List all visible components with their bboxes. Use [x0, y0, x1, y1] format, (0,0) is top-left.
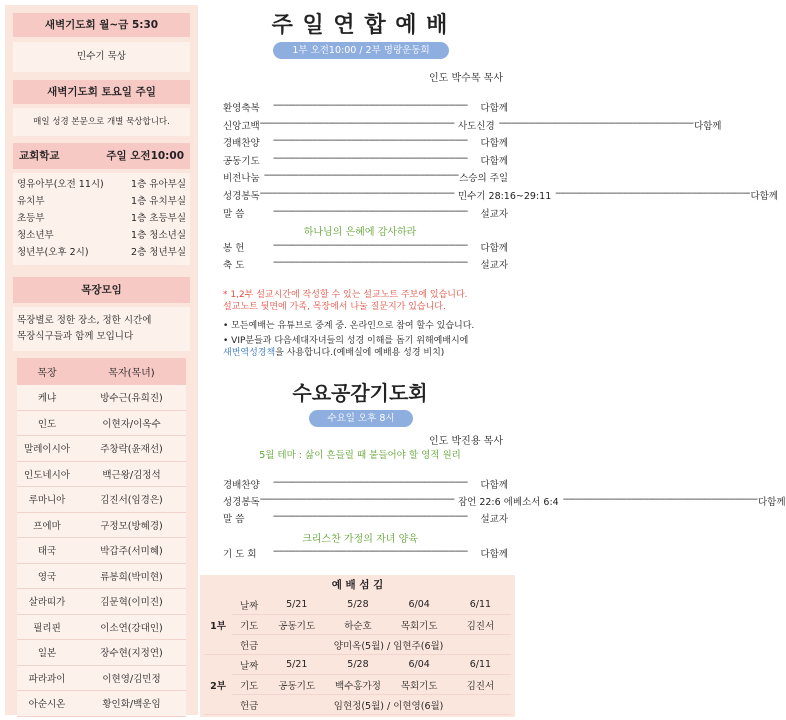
program-label: 봉 헌 — [223, 243, 245, 254]
dawn-prayer-header: 새벽기도회 월~금 5:30 — [13, 13, 190, 37]
table-row — [17, 589, 186, 615]
program-row — [223, 188, 779, 203]
group-leader: 박갑주(서미혜) — [100, 546, 163, 558]
left-column — [5, 5, 198, 715]
program-label: 기 도 회 — [223, 549, 257, 560]
table-header — [17, 358, 186, 385]
program-dots: -------------------------------------------------------------------------------- — [562, 494, 757, 505]
program-performer: 다함께 — [480, 103, 508, 114]
schedule-cell: 공동기도 — [266, 675, 327, 695]
school-place: 1층 청소년실 — [131, 230, 186, 241]
program-detail: 사도신경 — [457, 120, 495, 132]
program-label: 말 씀 — [223, 514, 245, 525]
table-row — [17, 385, 186, 411]
program-dots: -------------------------------------------------------------------------------- — [273, 100, 468, 111]
small-group-text — [13, 307, 190, 351]
program-dots: -------------------------------------------------------------------------------- — [273, 205, 468, 217]
note-line: 을 사용합니다.(예배실에 예배용 성경 비치) — [275, 347, 445, 358]
group-name: 필리핀 — [33, 622, 61, 634]
table-row — [17, 564, 186, 590]
program-label: 축 도 — [223, 260, 245, 271]
group-leader: 방수근(유희진) — [100, 393, 163, 405]
note-youtube: • 모든예배는 유튜브로 중계 중. 온라인으로 참여 할수 있습니다. — [223, 321, 475, 331]
program-row — [223, 477, 508, 492]
table-row — [17, 538, 186, 564]
group-name: 태국 — [37, 546, 57, 558]
schedule-row-label: 날짜 — [232, 595, 266, 615]
program-dots: -------------------------------------------------------------------------------- — [273, 240, 468, 251]
school-place: 2층 청년부실 — [131, 247, 186, 258]
note-sermon-notebook — [223, 290, 513, 313]
school-row — [17, 176, 186, 193]
sunday-title: 주 일 연 합 예 배 — [271, 13, 449, 38]
group-name: 영국 — [37, 571, 57, 583]
group-leader: 백근왕/김정석 — [102, 469, 161, 481]
dawn-prayer-leader: 민수기 묵상 — [13, 42, 190, 72]
program-row — [223, 240, 508, 255]
schedule-cell: 목회기도 — [389, 615, 450, 635]
program-dots: -------------------------------------------------------------------------------- — [273, 257, 468, 268]
program-dots: -------------------------------------------------------------------------------- — [273, 152, 468, 164]
program-row — [223, 170, 508, 185]
church-school-header — [13, 143, 190, 169]
program-dots: -------------------------------------------------------------------------------- — [498, 117, 693, 129]
program-label: 경배찬양 — [223, 480, 260, 491]
small-group-text-line: 목장별로 정한 장소, 정한 시간에 — [17, 315, 152, 326]
schedule-group-name: 2부 — [204, 655, 232, 715]
group-name: 인도 — [37, 418, 57, 430]
schedule-row-label: 헌금 — [232, 695, 266, 715]
program-label: 비전나눔 — [223, 173, 260, 185]
group-name: 말레이시아 — [24, 444, 70, 456]
schedule-cell: 5/28 — [327, 595, 388, 615]
church-school-label: 교회학교 — [19, 150, 60, 162]
program-label: 신앙고백 — [223, 120, 260, 132]
sunday-sermon-title: 하나님의 은혜에 감사하라 — [303, 227, 417, 238]
group-name: 살라띠가 — [28, 597, 66, 609]
group-name: 파라과이 — [28, 673, 66, 685]
saturday-prayer-text: 매일 성경 본문으로 개별 묵상합니다. — [13, 108, 190, 136]
schedule-table — [204, 595, 511, 715]
school-row — [17, 227, 186, 244]
school-name: 초등부 — [17, 213, 45, 224]
group-leader: 구정모(방혜경) — [100, 520, 163, 532]
schedule-row — [204, 595, 511, 615]
program-row — [223, 117, 722, 133]
program-performer: 설교자 — [480, 514, 508, 525]
note-bible — [223, 336, 513, 359]
table-row — [17, 640, 186, 666]
small-group-text-line: 목장식구들과 함께 모입니다 — [17, 331, 134, 342]
schedule-row — [204, 695, 511, 715]
program-performer: 다함께 — [480, 480, 508, 491]
sunday-leader: 인도 박수목 목사 — [429, 73, 503, 84]
program-performer: 다함께 — [480, 138, 508, 150]
wednesday-title: 수요공감기도회 — [292, 381, 428, 405]
program-label: 경배찬양 — [223, 138, 260, 150]
sunday-time-pill: 1부 오전10:00 / 2부 명랑운동회 — [273, 42, 449, 59]
program-dots: -------------------------------------------------------------------------------- — [273, 511, 468, 522]
program-dots: -------------------------------------------------------------------------------- — [259, 494, 454, 505]
schedule-cell: 6/11 — [450, 595, 511, 615]
school-name: 영유아부(오전 11시) — [17, 179, 104, 190]
note-line: • VIP분들과 다음세대자녀들의 성경 이해를 돕기 위해예배시에 — [223, 336, 469, 346]
school-place: 1층 유치부실 — [131, 196, 186, 207]
program-label: 성경봉독 — [223, 497, 260, 508]
program-performer: 다함께 — [757, 497, 786, 508]
program-dots: -------------------------------------------------------------------------------- — [259, 188, 454, 199]
school-row — [17, 210, 186, 227]
table-row — [17, 411, 186, 437]
table-row — [17, 513, 186, 539]
program-dots: -------------------------------------------------------------------------------- — [263, 170, 459, 182]
schedule-cell: 백수홍가정 — [327, 675, 388, 695]
group-leader: 김문혁(이미진) — [100, 597, 163, 609]
group-leader: 이현자/이옥수 — [102, 418, 161, 430]
program-row — [223, 100, 508, 115]
schedule-row — [204, 675, 511, 695]
program-performer: 다함께 — [480, 243, 508, 254]
table-row — [17, 436, 186, 462]
group-leader: 황인화/백운임 — [102, 699, 161, 711]
table-row — [17, 666, 186, 692]
schedule-cell: 공동기도 — [266, 615, 327, 635]
schedule-row-label: 기도 — [232, 615, 266, 635]
program-performer: 다함께 — [480, 155, 508, 167]
group-leader: 류봉희(박미현) — [100, 571, 163, 583]
schedule-cell: 5/21 — [266, 655, 327, 675]
program-performer: 스승의 주일 — [459, 173, 508, 185]
schedule-row-label: 날짜 — [232, 655, 266, 675]
schedule-cell: 5/21 — [266, 595, 327, 615]
group-leader: 장수현(지정연) — [100, 648, 163, 660]
schedule-offering: 임현정(5월) / 이현영(6월) — [266, 695, 511, 715]
program-performer: 설교자 — [480, 260, 508, 271]
schedule-group-name: 1부 — [204, 595, 232, 655]
schedule-cell: 목회기도 — [389, 675, 450, 695]
note-line: * 1,2부 설교시간에 작성할 수 있는 설교노트 주보에 있습니다. — [223, 290, 468, 300]
schedule-cell: 6/11 — [450, 655, 511, 675]
group-name: 프에마 — [33, 520, 61, 532]
group-leader: 주창락(윤재선) — [100, 444, 163, 456]
program-row — [223, 206, 508, 221]
school-name: 청년부(오후 2시) — [17, 247, 89, 258]
schedule-cell: 6/04 — [389, 655, 450, 675]
schedule-cell: 6/04 — [389, 595, 450, 615]
wednesday-theme: 5월 테마 : 삶이 흔들릴 때 붙들어야 할 영적 원리 — [259, 450, 461, 461]
group-name: 케냐 — [37, 393, 57, 405]
program-row — [223, 257, 508, 272]
schedule-row — [204, 635, 511, 655]
group-name: 아순시온 — [28, 699, 66, 711]
schedule-cell: 하순호 — [327, 615, 388, 635]
group-name: 인도네시아 — [24, 469, 70, 481]
program-dots: -------------------------------------------------------------------------------- — [259, 117, 454, 129]
table-row — [17, 487, 186, 513]
group-leader: 이소연(강대인) — [100, 622, 163, 634]
program-performer: 다함께 — [693, 120, 722, 132]
note-bible-name: 새번역성경책 — [223, 347, 276, 358]
schedule-cell: 김진서 — [450, 675, 511, 695]
table-header-cell: 목장 — [37, 368, 57, 379]
saturday-prayer-header: 새벽기도회 토요일 주일 — [13, 80, 190, 104]
small-group-header: 목장모임 — [13, 277, 190, 303]
schedule-row — [204, 655, 511, 675]
group-leader: 이현영/김민정 — [102, 673, 161, 685]
program-row — [223, 511, 508, 526]
program-dots: -------------------------------------------------------------------------------- — [273, 546, 468, 557]
school-name: 청소년부 — [17, 230, 54, 241]
service-schedule — [200, 575, 515, 717]
program-row — [223, 135, 508, 150]
program-label: 환영축복 — [223, 103, 260, 114]
schedule-cell: 김진서 — [450, 615, 511, 635]
program-row — [223, 546, 508, 561]
program-detail: 잠언 22:6 에베소서 6:4 — [457, 497, 559, 508]
program-label: 성경봉독 — [223, 191, 260, 202]
schedule-cell: 5/28 — [327, 655, 388, 675]
program-performer: 다함께 — [480, 549, 508, 560]
schedule-title: 예 배 섬 김 — [331, 579, 384, 591]
group-leader: 김진서(임경은) — [100, 495, 163, 507]
note-line: 설교노트 뒷면에 가족, 목장에서 나눌 질문지가 있습니다. — [223, 301, 446, 312]
group-name: 일본 — [37, 648, 57, 660]
table-row — [17, 462, 186, 488]
program-row — [223, 494, 786, 509]
program-label: 말 씀 — [223, 208, 245, 220]
program-detail: 민수기 28:16~29:11 — [457, 191, 552, 202]
small-group-table — [17, 358, 186, 717]
program-row — [223, 153, 508, 168]
school-row — [17, 244, 186, 261]
school-name: 유치부 — [17, 196, 45, 207]
wednesday-leader: 인도 박진용 목사 — [429, 436, 503, 447]
table-row — [17, 615, 186, 641]
school-place: 1층 유아부실 — [131, 179, 186, 190]
table-row — [17, 691, 186, 717]
church-school-list — [13, 173, 190, 265]
group-name: 루마니아 — [28, 495, 66, 507]
program-label: 공동기도 — [223, 155, 260, 167]
schedule-row — [204, 615, 511, 635]
program-performer: 다함께 — [750, 191, 779, 202]
school-row — [17, 193, 186, 210]
schedule-offering: 양미옥(5월) / 임현주(6월) — [266, 635, 511, 655]
table-header-cell: 목자(목녀) — [108, 368, 155, 379]
school-place: 1층 초등부실 — [131, 213, 186, 224]
schedule-row-label: 헌금 — [232, 635, 266, 655]
wednesday-sermon-title: 크리스찬 가정의 자녀 양육 — [302, 534, 418, 545]
wednesday-time-pill: 수요일 오후 8시 — [309, 410, 413, 427]
program-dots: -------------------------------------------------------------------------------- — [555, 188, 750, 199]
program-dots: -------------------------------------------------------------------------------- — [273, 477, 468, 488]
program-performer: 설교자 — [480, 208, 508, 220]
program-dots: -------------------------------------------------------------------------------- — [273, 135, 468, 147]
church-school-time: 주일 오전10:00 — [106, 150, 184, 162]
schedule-row-label: 기도 — [232, 675, 266, 695]
